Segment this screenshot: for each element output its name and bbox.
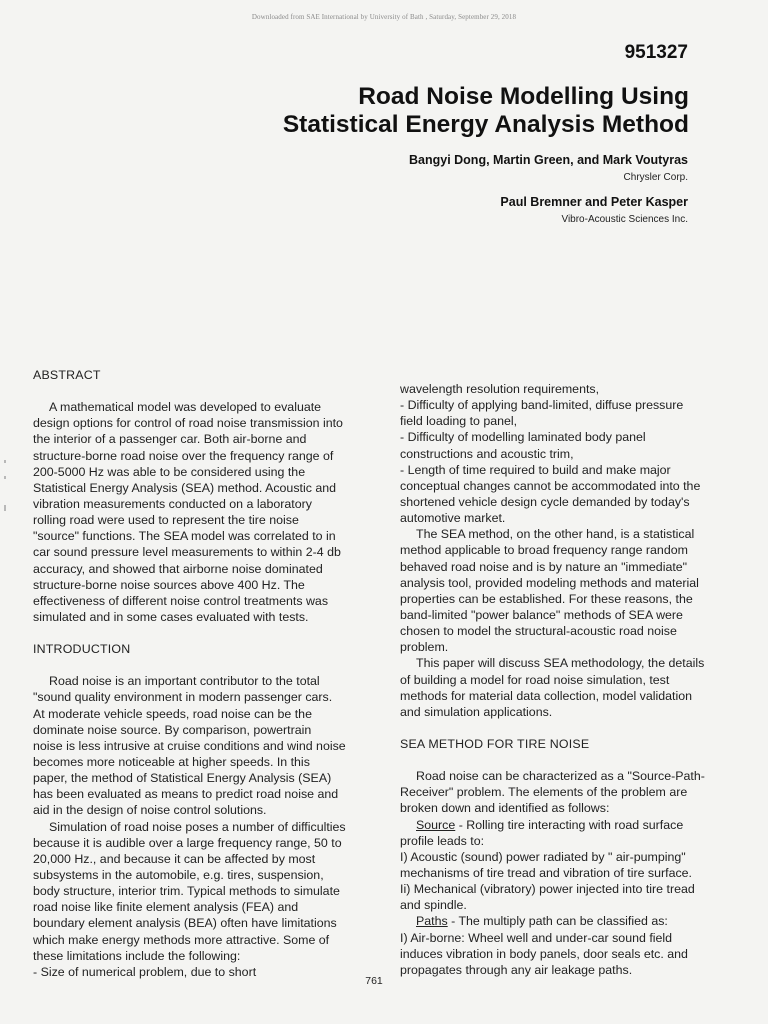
- body-line: I) Acoustic (sound) power radiated by " air-pumping": [400, 849, 686, 864]
- download-notice: Downloaded from SAE International by University of Bath , Saturday, September 29, 2018: [251, 13, 517, 21]
- left-column: [33, 367, 363, 980]
- abstract-line: Statistical Energy Analysis (SEA) method. Acoustic and: [33, 480, 337, 495]
- margin-mark: [4, 505, 6, 511]
- abstract-line: vibration measurements conducted on a laboratory: [33, 496, 312, 511]
- intro-line: which make energy methods more attractive. Some of: [33, 932, 330, 947]
- intro-line: becomes more noticeable at higher speeds. In this: [33, 754, 310, 769]
- abstract-line: simulated and in some cases evaluated with tests.: [33, 609, 309, 624]
- abstract-line: the interior of a passenger car. Both air-borne and: [33, 432, 307, 447]
- body-line: The SEA method, on the other hand, is a statistical: [416, 527, 695, 542]
- author-names: Paul Bremner and Peter Kasper: [500, 195, 688, 209]
- intro-line: subsystems in the automobile, e.g. tires, suspension,: [33, 867, 324, 882]
- body-line: behaved road noise and is by nature an "immediate": [400, 559, 688, 574]
- body-line: I) Air-borne: Wheel well and under-car sound field: [400, 930, 673, 945]
- author-affiliation: Vibro-Acoustic Sciences Inc.: [561, 214, 688, 225]
- body-line: wavelength resolution requirements,: [400, 382, 600, 396]
- body-line: band-limited "power balance" methods of SEA were: [400, 607, 683, 622]
- body-line: mechanisms of tire tread and vibration of tire surface.: [400, 865, 693, 880]
- intro-line: 20,000 Hz., and because it can be affected by most: [33, 851, 316, 866]
- source-line: [400, 817, 730, 833]
- abstract-line: effectiveness of different noise control treatments was: [33, 593, 329, 608]
- paper-title: [169, 83, 689, 139]
- intro-line: Simulation of road noise poses a number of difficulties: [49, 819, 346, 834]
- body-line: Receiver" problem. The elements of the problem are: [400, 785, 688, 800]
- section-heading-sea-method: SEA METHOD FOR TIRE NOISE: [400, 736, 590, 751]
- right-column: [400, 381, 730, 978]
- body-line: analysis tool, provided modeling methods and material: [400, 575, 699, 590]
- abstract-line: accuracy, and showed that airborne noise dominated: [33, 561, 323, 576]
- abstract-line: structure-borne road noise over the frequency range of: [33, 448, 334, 463]
- body-line: This paper will discuss SEA methodology, the details: [416, 656, 705, 671]
- title-line-2: Statistical Energy Analysis Method: [282, 111, 689, 138]
- intro-line: At moderate vehicle speeds, road noise can be the: [33, 706, 312, 721]
- body-line: method applicable to broad frequency range random: [400, 543, 688, 558]
- body-line: Road noise can be characterized as a "Source-Path-: [416, 769, 705, 784]
- intro-line: - Size of numerical problem, due to short: [33, 964, 257, 979]
- section-heading-abstract: ABSTRACT: [33, 368, 101, 382]
- body-line: Ii) Mechanical (vibratory) power injected into tire tread: [400, 882, 695, 897]
- body-line: conceptual changes cannot be accommodated into the: [400, 478, 701, 493]
- abstract-line: structure-borne noise sources above 400 Hz. The: [33, 577, 305, 592]
- source-description: - Rolling tire interacting with road surface: [455, 817, 684, 832]
- author-names: Bangyi Dong, Martin Green, and Mark Voutyras: [409, 153, 688, 167]
- section-heading-introduction: INTRODUCTION: [33, 642, 131, 657]
- abstract-line: car sound pressure level measurements to within 2-4 db: [33, 545, 341, 560]
- paths-line: [400, 913, 730, 929]
- body-line: profile leads to:: [400, 833, 485, 848]
- body-line: propagates through any air leakage paths.: [400, 962, 633, 977]
- author-affiliation: Chrysler Corp.: [623, 172, 688, 183]
- source-term: Source: [416, 817, 456, 832]
- abstract-line: "source" functions. The SEA model was correlated to in: [33, 529, 336, 544]
- abstract-line: 200-5000 Hz was able to be considered using the: [33, 464, 306, 479]
- body-line: and simulation applications.: [400, 704, 553, 719]
- body-line: of building a model for road noise simulation, test: [400, 672, 670, 687]
- body-line: automotive market.: [400, 511, 506, 526]
- margin-mark: [4, 460, 6, 463]
- intro-line: "sound quality environment in modern passenger cars.: [33, 690, 333, 705]
- intro-line: noise is less intrusive at cruise conditions and wind noise: [33, 738, 346, 753]
- intro-line: these limitations include the following:: [33, 948, 241, 963]
- intro-line: dominate noise source. By comparison, powertrain: [33, 722, 312, 737]
- paths-description: - The multiply path can be classified as:: [447, 914, 668, 929]
- intro-line: body structure, interior trim. Typical methods to simulate: [33, 884, 340, 899]
- body-line: broken down and identified as follows:: [400, 801, 610, 816]
- abstract-line: rolling road were used to represent the tire noise: [33, 513, 299, 528]
- abstract-line: A mathematical model was developed to evaluate: [49, 400, 322, 415]
- intro-line: paper, the method of Statistical Energy Analysis (SEA): [33, 771, 332, 786]
- margin-mark: [4, 476, 6, 479]
- body-line: properties can be established. For these reasons, the: [400, 591, 693, 606]
- page-number: 761: [365, 975, 383, 987]
- intro-line: road noise like finite element analysis (FEA) and: [33, 900, 299, 915]
- body-line: shortened vehicle design cycle demanded by today's: [400, 494, 690, 509]
- body-line: constructions and acoustic trim,: [400, 446, 574, 461]
- body-line: methods for material data collection, model validation: [400, 688, 693, 703]
- intro-line: aid in the design of noise control solutions.: [33, 803, 267, 818]
- body-line: and spindle.: [400, 898, 467, 913]
- body-line: induces vibration in body panels, door seals etc. and: [400, 946, 688, 961]
- intro-line: because it is audible over a large frequency range, 50 to: [33, 835, 342, 850]
- body-line: - Difficulty of applying band-limited, diffuse pressure: [400, 398, 684, 413]
- body-line: field loading to panel,: [400, 414, 518, 429]
- intro-line: Road noise is an important contributor to the total: [49, 674, 320, 689]
- paper-number: 951327: [624, 42, 688, 63]
- body-line: - Length of time required to build and make major: [400, 462, 671, 477]
- title-line-1: Road Noise Modelling Using: [358, 83, 689, 110]
- body-line: chosen to model the structural-acoustic road noise: [400, 624, 677, 639]
- body-line: - Difficulty of modelling laminated body panel: [400, 430, 646, 445]
- body-line: problem.: [400, 640, 449, 655]
- paths-term: Paths: [416, 914, 448, 929]
- abstract-line: design options for control of road noise transmission into: [33, 416, 343, 431]
- intro-line: has been evaluated as means to predict road noise and: [33, 787, 339, 802]
- intro-line: boundary element analysis (BEA) often have limitations: [33, 916, 337, 931]
